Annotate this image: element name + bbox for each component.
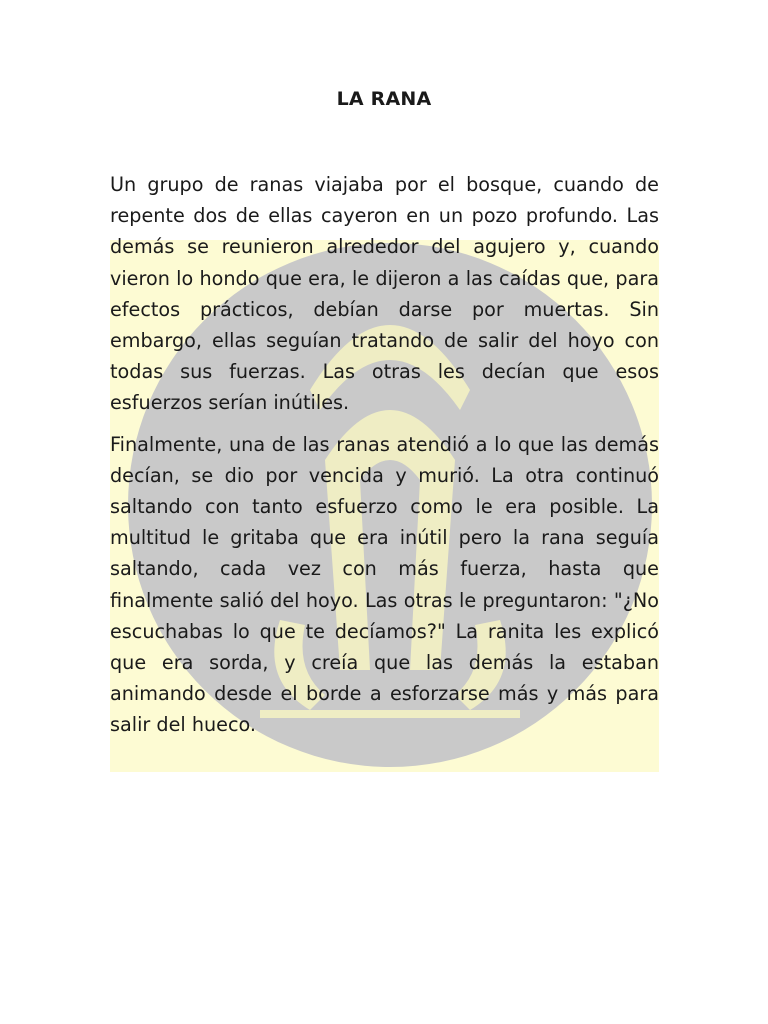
paragraph-1: Un grupo de ranas viajaba por el bosque, cuando de repente dos de ellas cayeron en un pozo profundo. Las demás se reunieron alrededor del agujero y, cuando vieron lo hondo que era, le dijeron a las caídas que, para efectos prácticos, debían darse por muertas. Sin embargo, ellas seguían tratando de salir del hoyo con todas sus fuerzas. Las otras les decían que esos esfuerzos serían inútiles. <box>110 173 659 415</box>
document-body <box>110 169 659 751</box>
document-title: LA RANA <box>336 88 432 110</box>
paragraph-2: Finalmente, una de las ranas atendió a lo que las demás decían, se dio por vencida y murió. La otra continuó saltando con tanto esfuerzo como le era posible. La multitud le gritaba que era inútil pero la rana seguía saltando, cada vez con más fuerza, hasta que finalmente salió del hoyo. Las otras le preguntaron: "¿No escuchabas lo que te decíamos?" La ranita les explicó que era sorda, y creía que las demás la estaban animando desde el borde a esforzarse más y más para salir del hueco. <box>110 432 659 737</box>
